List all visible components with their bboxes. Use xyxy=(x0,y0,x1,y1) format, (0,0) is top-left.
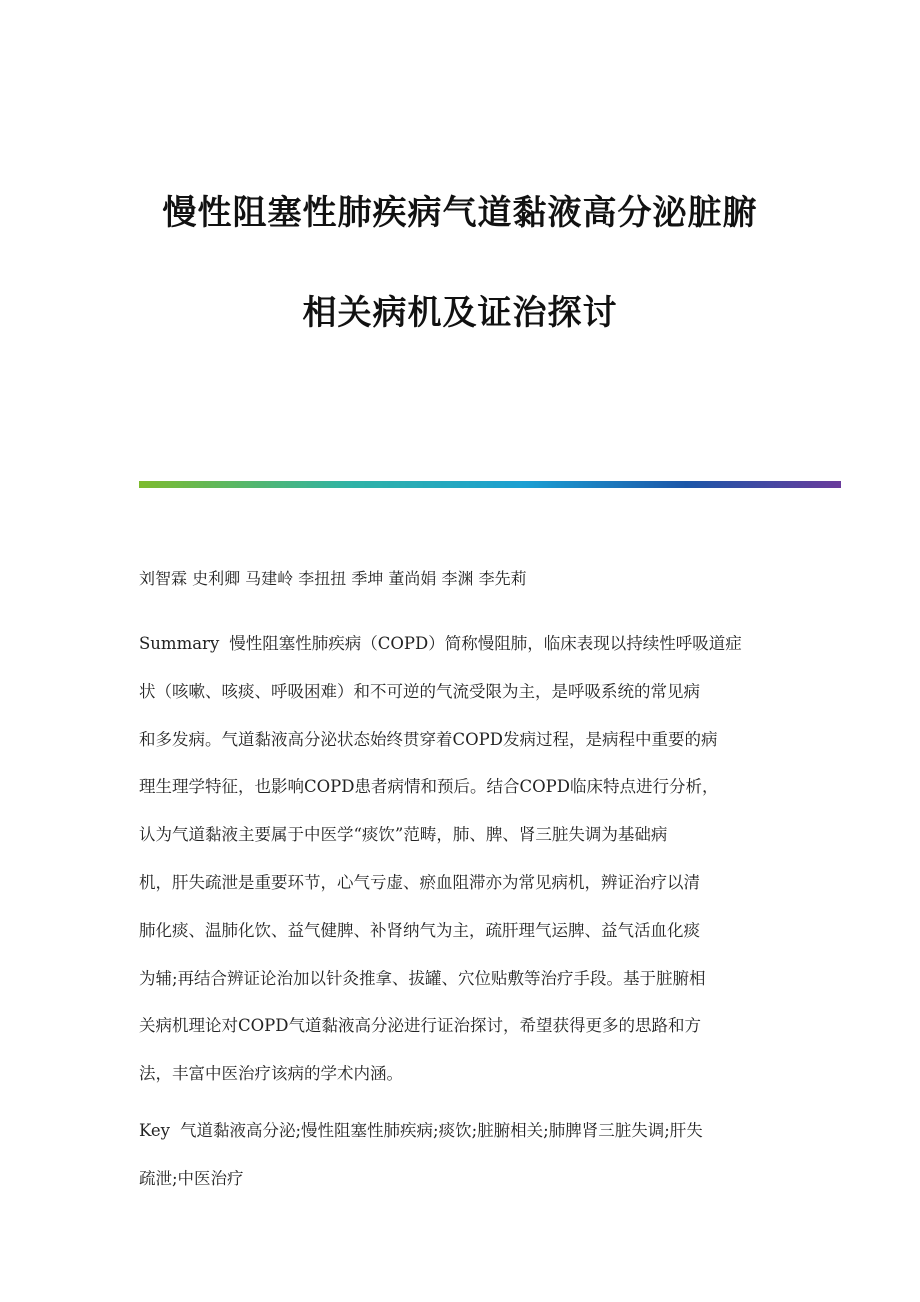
abstract-line xyxy=(139,620,783,668)
abstract xyxy=(139,620,783,1098)
abstract-line: 状（咳嗽、咳痰、呼吸困难）和不可逆的气流受限为主，是呼吸系统的常见病 xyxy=(139,681,700,701)
abstract-line: 和多发病。气道黏液高分泌状态始终贯穿着COPD发病过程，是病程中重要的病 xyxy=(139,729,718,749)
abstract-line: 理生理学特征，也影响COPD患者病情和预后。结合COPD临床特点进行分析， xyxy=(139,777,719,797)
author-list: 刘智霖 史利卿 马建岭 李扭扭 季坤 董尚娟 李渊 李先莉 xyxy=(139,569,527,588)
keywords xyxy=(139,1107,783,1203)
title-line-1: 慢性阻塞性肺疾病气道黏液高分泌脏腑 xyxy=(162,193,758,233)
abstract-line: 肺化痰、温肺化饮、益气健脾、补肾纳气为主，疏肝理气运脾、益气活血化痰 xyxy=(139,920,700,940)
abstract-line: 机，肝失疏泄是重要环节，心气亏虚、瘀血阻滞亦为常见病机，辨证治疗以清 xyxy=(139,872,700,892)
abstract-text: 慢性阻塞性肺疾病（COPD）简称慢阻肺，临床表现以持续性呼吸道症 xyxy=(229,634,742,653)
paper-title xyxy=(0,188,920,338)
keywords-line xyxy=(139,1107,783,1155)
title-line-2: 相关病机及证治探讨 xyxy=(302,293,618,333)
keywords-text: 气道黏液高分泌;慢性阻塞性肺疾病;痰饮;脏腑相关;肺脾肾三脏失调;肝失 xyxy=(179,1121,703,1140)
abstract-label: Summary xyxy=(139,634,220,653)
abstract-line: 关病机理论对COPD气道黏液高分泌进行证治探讨，希望获得更多的思路和方 xyxy=(139,1016,701,1036)
abstract-line: 认为气道黏液主要属于中医学“痰饮”范畴，肺、脾、肾三脏失调为基础病 xyxy=(139,825,668,845)
abstract-line: 法，丰富中医治疗该病的学术内涵。 xyxy=(139,1064,403,1084)
keywords-label: Key xyxy=(139,1121,170,1140)
gradient-divider xyxy=(139,481,841,488)
keywords-line: 疏泄;中医治疗 xyxy=(139,1168,244,1188)
abstract-line: 为辅;再结合辨证论治加以针灸推拿、拔罐、穴位贴敷等治疗手段。基于脏腑相 xyxy=(139,968,706,988)
